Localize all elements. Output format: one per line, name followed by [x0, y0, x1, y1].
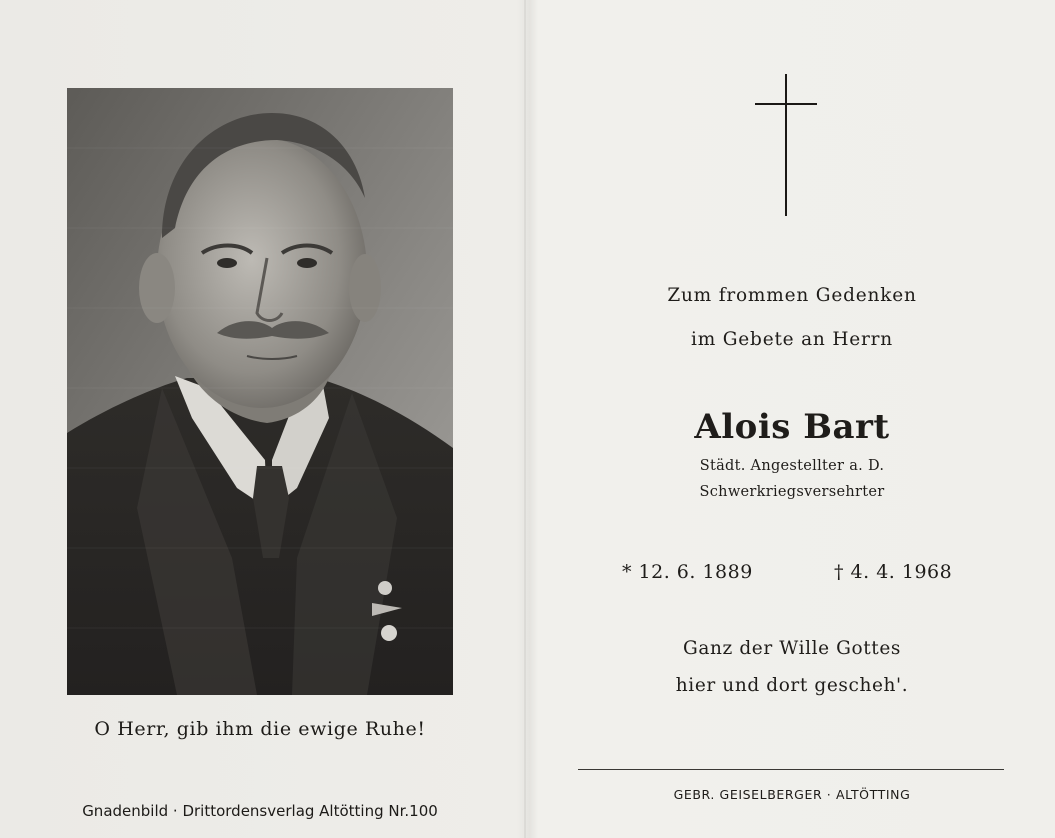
occupation-line: Städt. Angestellter a. D.: [699, 458, 885, 474]
latin-cross-icon: [755, 74, 817, 216]
quote-line-1: Ganz der Wille Gottes: [683, 638, 901, 659]
divider-rule: [578, 769, 1004, 770]
status-line: Schwerkriegsversehrter: [699, 484, 885, 500]
card-fold: [524, 0, 526, 838]
intro-line-1: Zum frommen Gedenken: [667, 285, 917, 306]
prayer-caption: O Herr, gib ihm die ewige Ruhe!: [94, 718, 426, 740]
portrait-illustration: [67, 88, 453, 695]
portrait-photo: [67, 88, 453, 695]
quote-line-2: hier und dort gescheh'.: [675, 675, 909, 696]
deceased-name: Alois Bart: [694, 407, 890, 447]
birth-date: * 12. 6. 1889: [622, 561, 753, 583]
intro-line-2: im Gebete an Herrn: [690, 329, 894, 350]
death-date: † 4. 4. 1968: [834, 561, 953, 583]
printer-line: GEBR. GEISELBERGER · ALTÖTTING: [673, 787, 911, 802]
publisher-line: Gnadenbild · Drittordensverlag Altötting Nr.100: [82, 802, 438, 820]
